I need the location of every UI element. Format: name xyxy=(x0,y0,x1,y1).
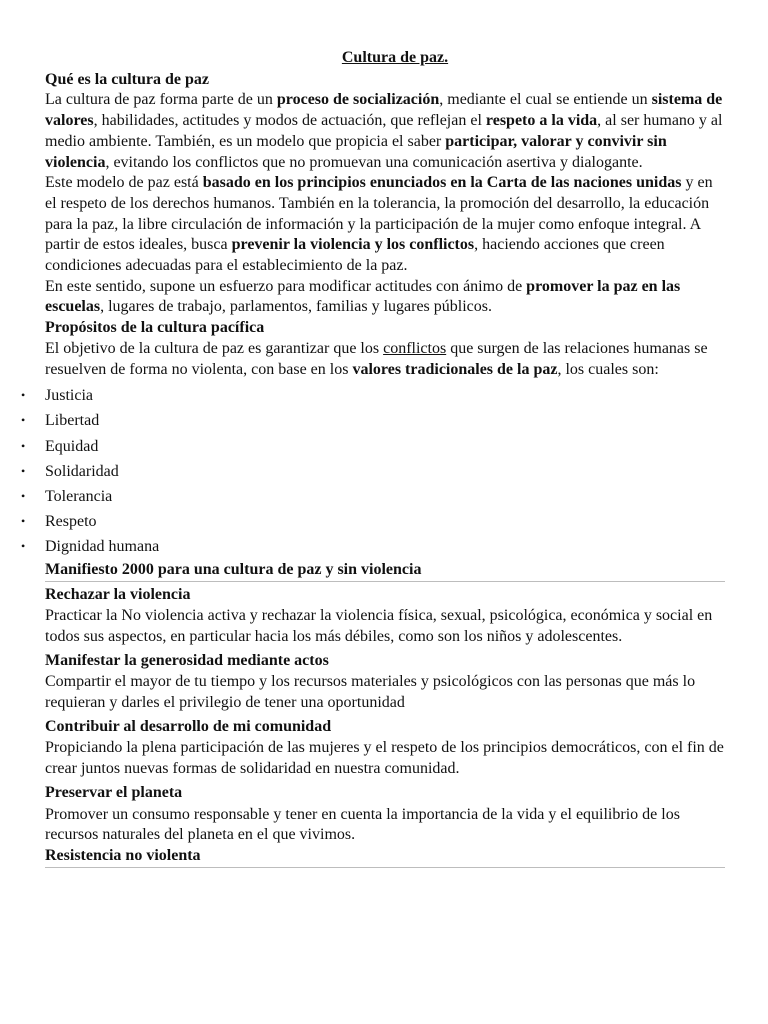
bullet-icon: • xyxy=(21,413,26,428)
bullet-icon: • xyxy=(21,438,26,453)
text-run: , haciendo acciones que creen condiciones adecuadas para el establecimiento de la paz. xyxy=(45,236,665,275)
list-item-label: Libertad xyxy=(45,412,100,430)
list-item-label: Tolerancia xyxy=(45,488,113,505)
bullet-icon: • xyxy=(21,539,26,554)
paragraph-comunidad: Propiciando la plena participación de las mujeres y el respeto de los principios democráticos, con el fin de crear juntos nuevas formas de solidaridad en nuestra comunidad. xyxy=(45,739,724,778)
bold-phrase: promover la paz en las escuelas xyxy=(45,277,681,316)
text-run: , habilidades, actitudes y modos de actuación, que reflejan el xyxy=(93,112,486,130)
bullet-icon: • xyxy=(21,463,26,478)
bold-phrase: proceso de socialización xyxy=(276,91,440,109)
values-list xyxy=(21,383,725,559)
bold-phrase: prevenir la violencia y los conflictos xyxy=(231,236,475,254)
text-run: El objetivo de la cultura de paz es garantizar que los xyxy=(45,339,384,357)
text-run: La cultura de paz forma parte de un xyxy=(45,91,277,109)
list-item-label: Solidaridad xyxy=(45,462,119,480)
text-run: , evitando los conflictos que no promuevan una comunicación asertiva y dialogante. xyxy=(105,153,643,171)
text-run: , al ser humano y al medio ambiente. También, es un modelo que propicia el saber xyxy=(45,112,723,150)
paragraph-effort xyxy=(45,277,725,318)
text-run: , lugares de trabajo, parlamentos, familias y lugares públicos. xyxy=(100,298,492,316)
bullet-icon: • xyxy=(21,388,26,403)
bold-phrase: valores tradicionales de la paz xyxy=(352,360,558,378)
document-title: Cultura de paz. xyxy=(341,49,449,66)
text-run: y en el respeto de los derechos humanos. También en la tolerancia, la promoción del desarrollo, la educación para la paz, la libre circulación de información y la participación de la mujer como enfoque integral. A partir de estos ideales, busca xyxy=(45,174,713,254)
list-item xyxy=(21,434,725,459)
list-item-label: Equidad xyxy=(45,437,99,455)
section-heading-manifiesto: Manifiesto 2000 para una cultura de paz y sin violencia xyxy=(45,560,725,582)
text-run: , mediante el cual se entiende un xyxy=(439,91,652,109)
text-run: , los cuales son: xyxy=(557,360,659,378)
paragraph-objective xyxy=(45,339,725,380)
paragraph-generosidad: Compartir el mayor de tu tiempo y los recursos materiales y psicológicos con las personas que más lo requieran y darles el privilegio de tener una oportunidad xyxy=(45,673,696,712)
list-item xyxy=(21,509,725,534)
text-run: Este modelo de paz está xyxy=(45,174,203,192)
subheading-comunidad: Contribuir al desarrollo de mi comunidad xyxy=(45,717,332,735)
text-run: En este sentido, supone un esfuerzo para modificar actitudes con ánimo de xyxy=(45,277,527,295)
bullet-icon: • xyxy=(21,489,26,503)
section-heading-que-es: Qué es la cultura de paz xyxy=(45,70,209,88)
subheading-generosidad: Manifestar la generosidad mediante actos xyxy=(45,651,329,669)
subheading-planeta: Preservar el planeta xyxy=(45,783,183,801)
list-item xyxy=(21,534,725,559)
list-item xyxy=(21,459,725,484)
list-item-label: Respeto xyxy=(45,513,97,531)
list-item xyxy=(21,408,725,433)
bold-phrase: respeto a la vida xyxy=(485,112,598,130)
bold-phrase: basado en los principios enunciados en la Carta de las naciones unidas xyxy=(202,174,682,192)
section-heading-resistencia: Resistencia no violenta xyxy=(45,846,725,868)
paragraph-model xyxy=(45,173,725,277)
list-item xyxy=(21,484,725,509)
document-content xyxy=(21,48,725,868)
list-item-label: Dignidad humana xyxy=(45,538,160,556)
list-item xyxy=(21,383,725,408)
bold-phrase: sistema de valores xyxy=(45,91,723,130)
paragraph-definition xyxy=(45,90,725,173)
subheading-rechazar: Rechazar la violencia xyxy=(45,585,191,603)
bold-phrase: participar, valorar y convivir sin violencia xyxy=(45,132,667,171)
list-item-label: Justicia xyxy=(45,387,93,405)
paragraph-rechazar: Practicar la No violencia activa y rechazar la violencia física, sexual, psicológica, económica y social en todos sus aspectos, en particular hacia los más débiles, como son los niños y adolescentes. xyxy=(45,607,713,645)
bullet-icon: • xyxy=(21,514,26,529)
paragraph-planeta: Promover un consumo responsable y tener en cuenta la importancia de la vida y el equilibrio de los recursos naturales del planeta en el que vivimos. xyxy=(45,805,680,844)
underlined-term: conflictos xyxy=(383,339,447,357)
section-heading-propositos: Propósitos de la cultura pacífica xyxy=(45,319,265,337)
text-run: que surgen de las relaciones humanas se resuelven de forma no violenta, con base en los xyxy=(45,339,708,378)
